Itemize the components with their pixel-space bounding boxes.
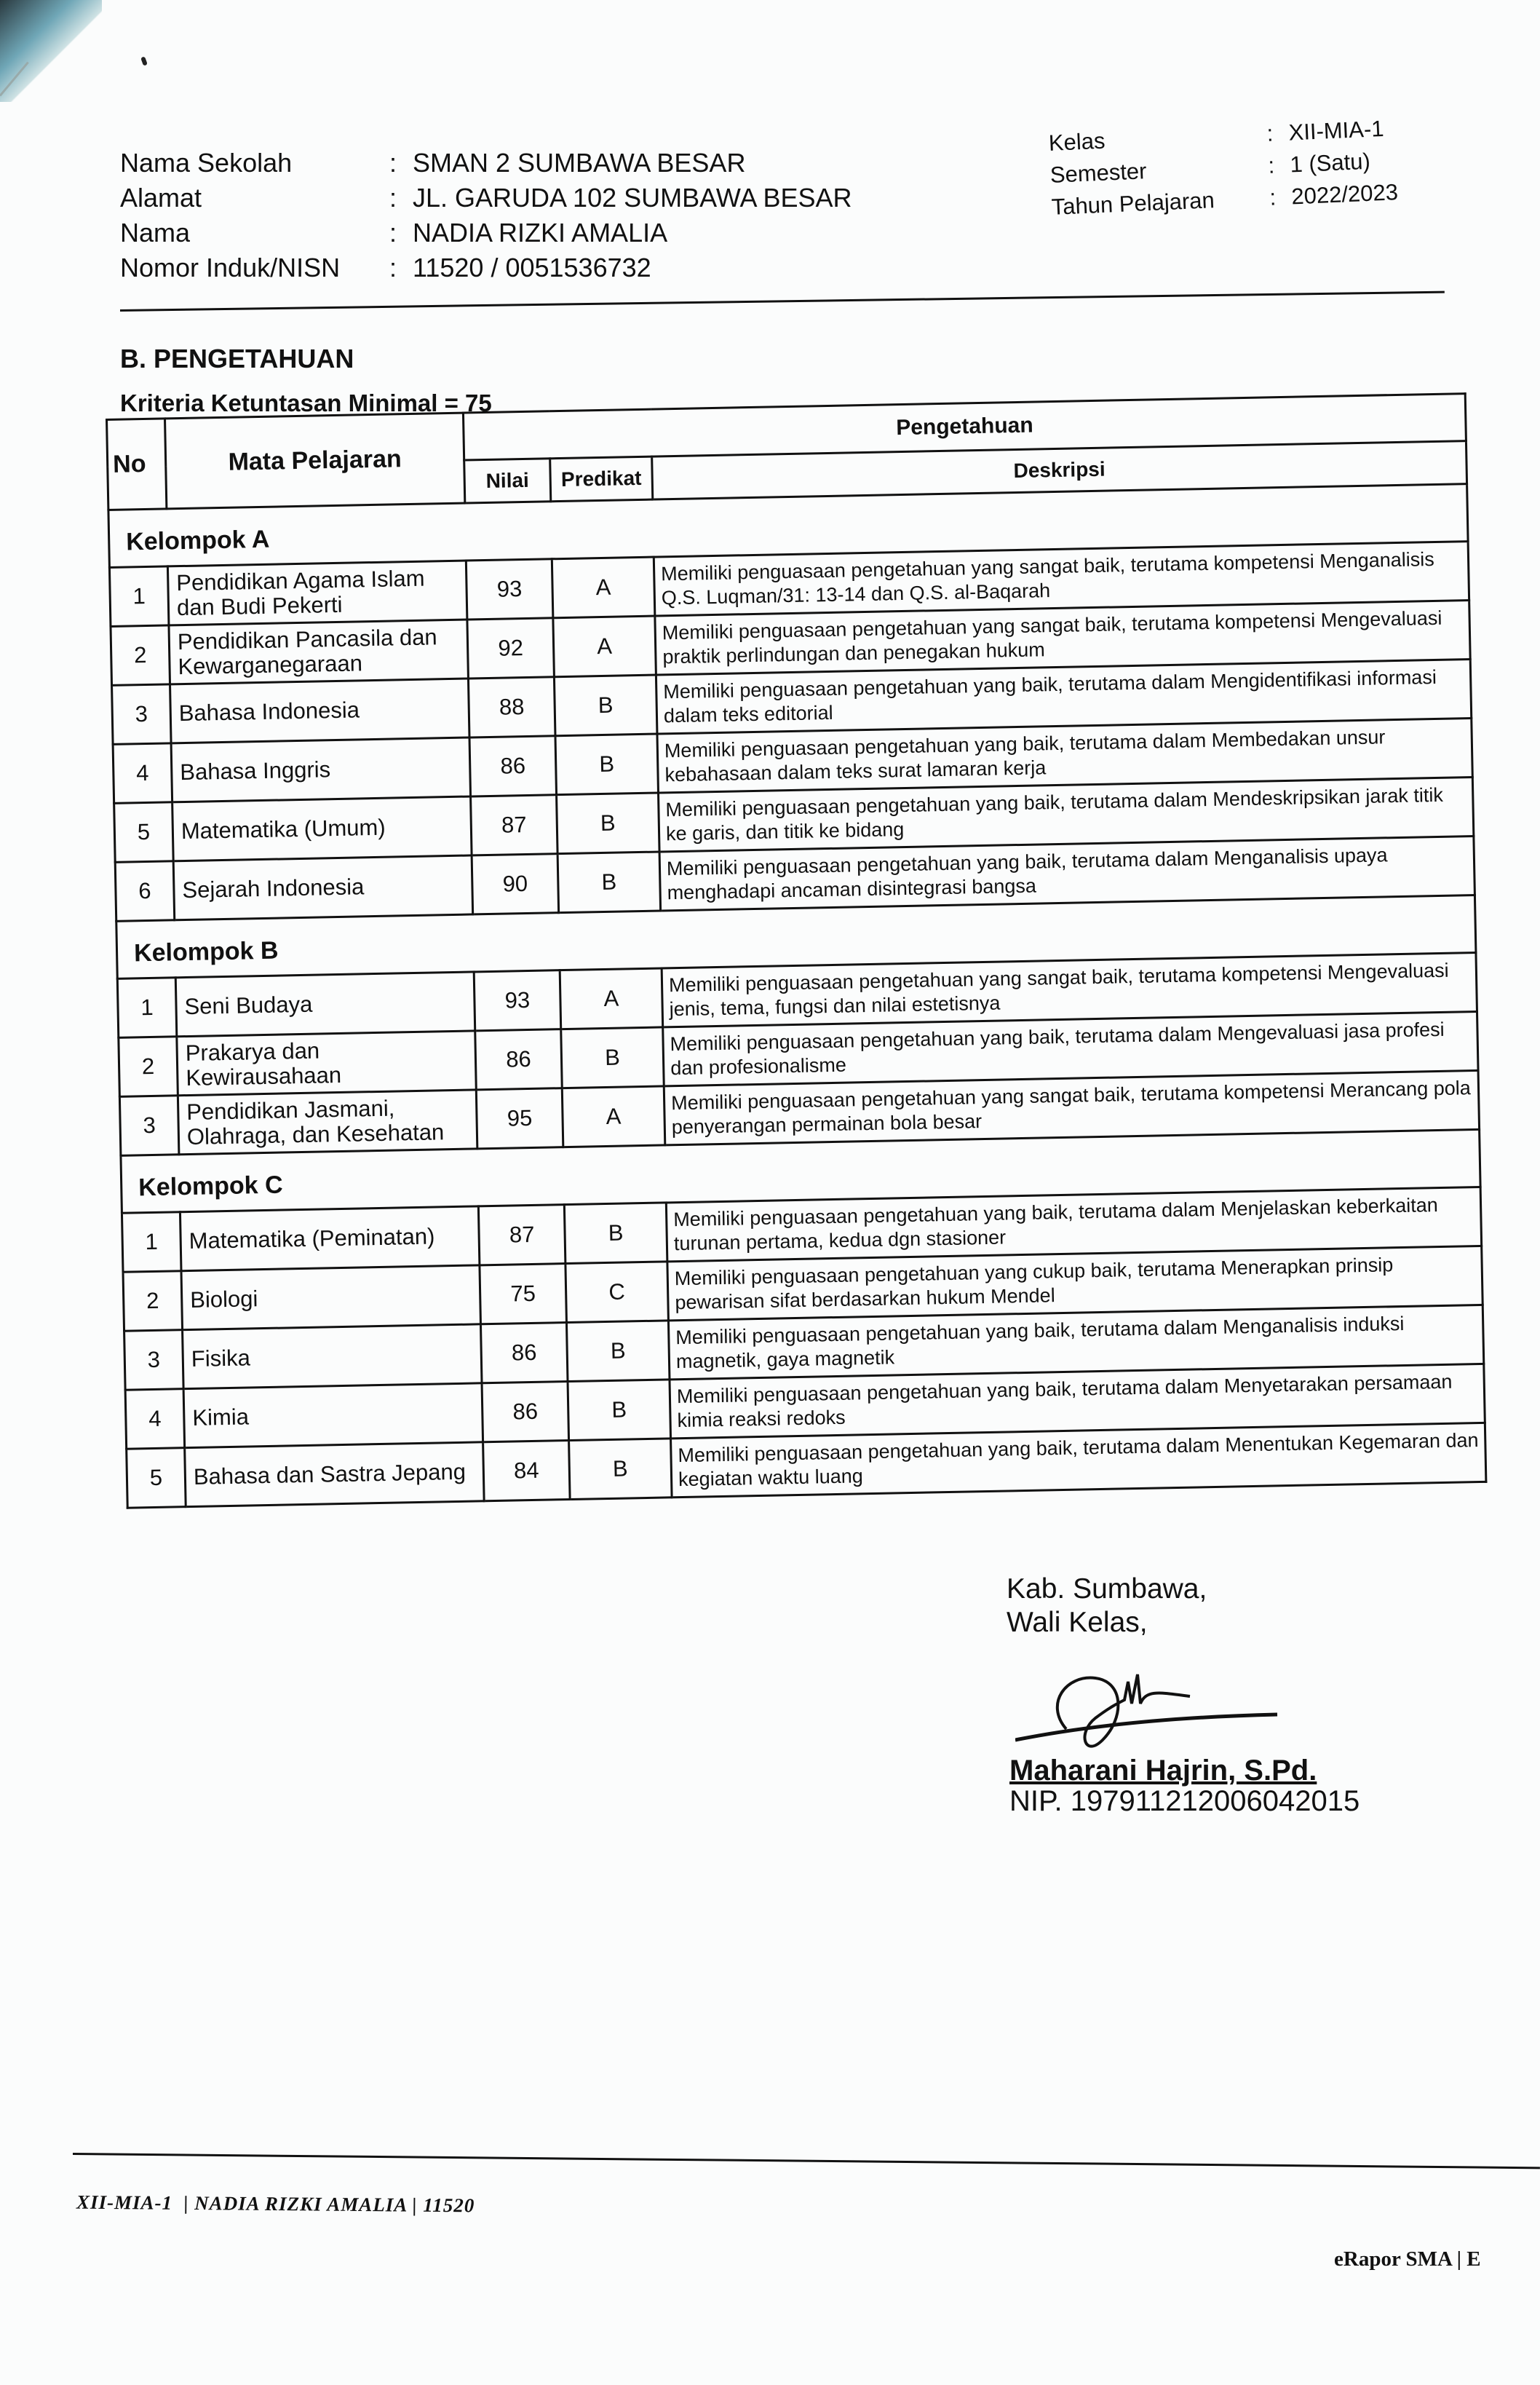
- cell-predikat: B: [568, 1380, 671, 1441]
- cell-subject: Sejarah Indonesia: [173, 855, 472, 920]
- cell-no: 1: [117, 978, 177, 1038]
- cell-no: 4: [113, 743, 172, 804]
- cell-predikat: A: [552, 557, 655, 618]
- cell-deskripsi: Memiliki penguasaan pengetahuan yang baik, terutama dalam Membedakan unsur kebahasaan dalam teks surat lamaran kerja: [657, 719, 1472, 793]
- cell-deskripsi: Memiliki penguasaan pengetahuan yang baik, terutama dalam Menganalisis upaya menghadapi ancaman disintegrasi bangsa: [659, 836, 1474, 911]
- class-info-label: Semester: [1049, 158, 1148, 188]
- student-info-label: Nomor Induk/NISN: [120, 253, 341, 282]
- cell-no: 2: [123, 1271, 183, 1332]
- cell-deskripsi: Memiliki penguasaan pengetahuan yang baik, terutama dalam Menganalisis induksi magnetik, gaya magnetik: [668, 1305, 1483, 1379]
- cell-nilai: 86: [469, 736, 557, 796]
- signature-name: Maharani Hajrin, S.Pd.: [1009, 1755, 1317, 1787]
- grades-table: [106, 392, 1487, 1509]
- cell-predikat: A: [553, 616, 656, 677]
- class-info-colon: :: [1266, 120, 1274, 146]
- student-info-left: [120, 146, 852, 285]
- student-info-value: SMAN 2 SUMBAWA BESAR: [413, 148, 746, 178]
- cell-nilai: 87: [478, 1205, 565, 1265]
- student-info-value: NADIA RIZKI AMALIA: [413, 218, 668, 248]
- student-info-label: Nama: [120, 218, 191, 248]
- cell-subject: Seni Budaya: [175, 972, 475, 1037]
- cell-nilai: 93: [466, 559, 553, 620]
- cell-no: 2: [111, 625, 170, 686]
- cell-deskripsi: Memiliki penguasaan pengetahuan yang baik, terutama dalam Menentukan Kegemaran dan kegiatan waktu luang: [671, 1423, 1486, 1497]
- cell-subject: Bahasa Inggris: [171, 737, 470, 802]
- signature-nip: NIP. 197911212006042015: [1009, 1785, 1360, 1817]
- cell-deskripsi: Memiliki penguasaan pengetahuan yang baik, terutama dalam Menjelaskan keberkaitan turunan pertama, kedua dgn stasioner: [666, 1187, 1481, 1261]
- cell-no: 4: [125, 1389, 185, 1449]
- header-mata-pelajaran: Mata Pelajaran: [165, 413, 465, 509]
- student-info-row: [120, 250, 852, 285]
- cell-nilai: 93: [474, 970, 561, 1031]
- cell-subject: Bahasa Indonesia: [170, 679, 469, 743]
- class-info-value: 2022/2023: [1290, 179, 1399, 210]
- class-info-value: XII-MIA-1: [1287, 115, 1385, 146]
- student-info-row: [120, 181, 852, 215]
- footer-divider: [73, 2153, 1540, 2169]
- cell-nilai: 92: [467, 618, 555, 679]
- cell-predikat: A: [560, 968, 663, 1029]
- cell-deskripsi: Memiliki penguasaan pengetahuan yang baik, terutama dalam Mengevaluasi jasa profesi dan profesionalisme: [663, 1011, 1478, 1085]
- cell-deskripsi: Memiliki penguasaan pengetahuan yang baik, terutama dalam Menyetarakan persamaan kimia reaksi redoks: [670, 1364, 1485, 1438]
- class-info-colon: :: [1267, 152, 1275, 178]
- cell-subject: Biologi: [181, 1265, 480, 1330]
- cell-no: 3: [119, 1096, 179, 1156]
- page-corner-shadow: [0, 0, 102, 102]
- cell-nilai: 86: [480, 1323, 568, 1383]
- cell-predikat: A: [562, 1086, 665, 1147]
- cell-no: 3: [124, 1330, 184, 1391]
- class-info-label: Tahun Pelajaran: [1051, 187, 1215, 220]
- student-info-label: Nama Sekolah: [120, 148, 293, 178]
- header-predikat: Predikat: [550, 456, 653, 502]
- cell-nilai: 75: [480, 1264, 567, 1324]
- cell-no: 6: [115, 861, 175, 922]
- cell-no: 1: [109, 566, 169, 627]
- grades-table-body: [108, 484, 1486, 1508]
- cell-subject: Pendidikan Agama Islam dan Budi Pekerti: [167, 561, 467, 625]
- grades-table-wrapper: [106, 392, 1487, 1509]
- student-info-label: Alamat: [120, 183, 202, 213]
- cell-no: 5: [127, 1448, 186, 1508]
- footer-student-info: XII-MIA-1 | NADIA RIZKI AMALIA | 11520: [76, 2191, 475, 2217]
- cell-deskripsi: Memiliki penguasaan pengetahuan yang cukup baik, terutama Menerapkan prinsip pewarisan sifat berdasarkan hukum Mendel: [667, 1246, 1483, 1320]
- student-info-colon: :: [389, 253, 397, 282]
- header-pengetahuan: Pengetahuan: [463, 394, 1466, 460]
- kkm-value: 75: [465, 389, 492, 416]
- cell-predikat: B: [561, 1027, 664, 1088]
- class-info-value: 1 (Satu): [1289, 148, 1371, 178]
- cell-predikat: B: [566, 1321, 670, 1382]
- cell-predikat: B: [564, 1203, 667, 1264]
- cell-deskripsi: Memiliki penguasaan pengetahuan yang sangat baik, terutama kompetensi Mengevaluasi praktik perlindungan dan penegakan hukum: [655, 601, 1470, 675]
- handwritten-signature-icon: [1015, 1660, 1306, 1769]
- cell-subject: Kimia: [183, 1383, 483, 1448]
- kkm-label: Kriteria Ketuntasan Minimal =: [120, 389, 459, 416]
- cell-nilai: 86: [475, 1029, 563, 1090]
- cell-nilai: 86: [482, 1382, 569, 1442]
- header-no: No: [107, 419, 167, 510]
- cell-predikat: B: [554, 675, 657, 736]
- signature-block: [1007, 1573, 1207, 1640]
- cell-predikat: B: [569, 1439, 672, 1500]
- cell-subject: Fisika: [183, 1324, 482, 1389]
- header-nilai: Nilai: [464, 459, 551, 503]
- group-name: Kelompok A: [108, 484, 1468, 568]
- cell-no: 2: [119, 1037, 178, 1097]
- cell-subject: Pendidikan Jasmani, Olahraga, dan Kesehatan: [178, 1090, 477, 1155]
- cell-nilai: 90: [472, 854, 559, 914]
- cell-no: 3: [112, 684, 172, 745]
- cell-predikat: B: [557, 852, 661, 913]
- class-info-colon: :: [1269, 184, 1277, 210]
- group-name: Kelompok C: [121, 1129, 1480, 1213]
- student-info-row: [120, 146, 852, 181]
- section-title: B. PENGETAHUAN: [120, 344, 354, 373]
- cell-subject: Prakarya dan Kewirausahaan: [177, 1031, 476, 1096]
- cell-deskripsi: Memiliki penguasaan pengetahuan yang baik, terutama dalam Mendeskripsikan jarak titik ke garis, dan titik ke bidang: [659, 778, 1474, 852]
- cell-no: 1: [122, 1212, 181, 1273]
- header-divider: [120, 291, 1445, 312]
- class-info-label: Kelas: [1048, 127, 1106, 156]
- cell-subject: Matematika (Peminatan): [180, 1206, 479, 1271]
- cell-predikat: C: [565, 1262, 669, 1323]
- cell-predikat: B: [557, 793, 660, 854]
- student-info-value: JL. GARUDA 102 SUMBAWA BESAR: [413, 183, 852, 213]
- student-info-row: [120, 215, 852, 250]
- cell-no: 5: [114, 802, 174, 863]
- cell-nilai: 95: [476, 1088, 563, 1149]
- student-info-colon: :: [389, 148, 397, 178]
- cell-deskripsi: Memiliki penguasaan pengetahuan yang baik, terutama dalam Mengidentifikasi informasi dalam teks editorial: [656, 660, 1471, 734]
- footer-brand: eRapor SMA | E: [1334, 2247, 1481, 2271]
- cell-subject: Pendidikan Pancasila dan Kewarganegaraan: [169, 620, 468, 684]
- cell-nilai: 88: [468, 677, 555, 737]
- cell-subject: Matematika (Umum): [172, 796, 472, 861]
- signature-role: Wali Kelas,: [1007, 1607, 1148, 1638]
- cell-nilai: 84: [483, 1441, 571, 1501]
- student-info-value: 11520 / 0051536732: [413, 253, 651, 282]
- paper-speck: [140, 56, 148, 66]
- group-name: Kelompok B: [116, 895, 1476, 979]
- cell-deskripsi: Memiliki penguasaan pengetahuan yang sangat baik, terutama kompetensi Merancang pola penyerangan permainan bola besar: [664, 1070, 1479, 1144]
- cell-deskripsi: Memiliki penguasaan pengetahuan yang sangat baik, terutama kompetensi Mengevaluasi jenis, tema, fungsi dan nilai estetisnya: [662, 952, 1477, 1027]
- cell-subject: Bahasa dan Sastra Jepang: [185, 1442, 484, 1507]
- header-deskripsi: Deskripsi: [652, 441, 1467, 499]
- cell-deskripsi: Memiliki penguasaan pengetahuan yang sangat baik, terutama kompetensi Menganalisis Q.S. Luqman/31: 13-14 dan Q.S. al-Baqarah: [654, 542, 1469, 616]
- student-info-colon: :: [389, 218, 397, 248]
- cell-nilai: 87: [471, 795, 558, 855]
- signature-place: Kab. Sumbawa,: [1007, 1573, 1207, 1605]
- cell-predikat: B: [555, 734, 659, 795]
- class-info-right: [1048, 112, 1399, 224]
- student-info-colon: :: [389, 183, 397, 213]
